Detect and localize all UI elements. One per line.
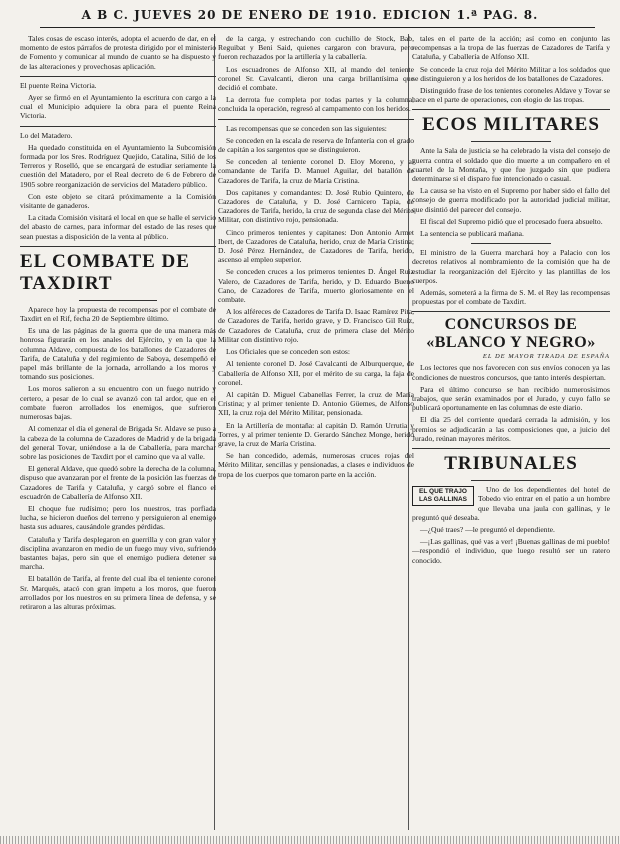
combate-paragraph: Los moros salieron a su encuentro con un fuego nutrido y certero, a pesar de lo cual se avanzó con tal ardor, que en el combate fueron arrollados los enemigos, que sufrieron numerosas bajas. [20,384,216,422]
concursos-subtitle: EL DE MAYOR TIRADA DE ESPAÑA [482,353,610,361]
combate-paragraph: Cataluña y Tarifa desplegaron en guerrilla y con gran valor y disciplina avanzaron en medio de un fuego muy vivo, sufriendo bastantes bajas, pero sin que el enemigo pudiera detener su marcha. [20,534,216,572]
column3-paragraph: Distinguido frase de los tenientes coroneles Aldave y Tovar se hace en el parte de operaciones, con elogio de las tropas. [412,86,610,105]
section-divider [471,243,550,244]
combate-paragraph: El choque fue rudísimo; pero los nuestros, tras porfiada lucha, se hicieron dueños del terreno y persiguieron al enemigo hasta sus aduares, causándole grandes pérdidas. [20,503,216,532]
matadero-heading: Lo del Matadero. [20,130,73,140]
section-divider [20,126,216,127]
recompensas-paragraph: Se conceden en la escala de reserva de Infantería con el grado de capitán a los sargentos que se distinguieron. [218,135,414,155]
victoria-paragraph: Ayer se firmó en el Ayuntamiento la escritura con cargo a la cual el Municipio adquiere la obra para el puente Reina Victoria. [20,93,216,121]
section-divider [20,76,216,77]
recompensas-paragraph: Se conceden cruces a los primeros tenientes D. Ángel Ruiz Valero, de Cazadores de Tarifa, herido, y D. Eduardo Bueno Cano, de Cazadores de Tarifa, muerto gloriosamente en el combate. [218,267,414,305]
combate-paragraph: Es una de las páginas de la guerra que de una manera más honrosa figurarán en los anales del Ejército, y en la que la columna Aldave, compuesta de los batallones de Cazadores de Tarifa, de Cataluña y del regimiento de Saboya, desempeñó el papel más brillante de la jornada, arrollando a los moros y tomando sus posiciones. [20,326,216,382]
matadero-paragraph: Con este objeto se citará próximamente a la Comisión visitante de ganaderos. [20,191,216,211]
column-3 [412,34,610,834]
column2-paragraph: La derrota fue completa por todas partes y la columna, concluida la operación, regresó al campamento con los heridos. [218,95,414,114]
column-2 [218,34,414,834]
column2-paragraph: de la carga, y estrechando con cuchillo de Stock, Bab, Reguibat y Beni Said, quienes cargaron con bravura, pero fueron rechazados por la artillería y la caballería. [218,34,414,62]
combate-title: EL COMBATE DE TAXDIRT [20,250,190,294]
title-rule [79,300,157,301]
matadero-paragraph: Ha quedado constituida en el Ayuntamiento la Subcomisión formada por los Sres. Rodríguez Quejido, Catalina, Silió de los Terreros y Roselló, que se encargará de estudiar seriamente la cuestión del Matadero, por el Real decreto de 6 de Febrero de 1905 sobre reorganización de servicios del Matadero público. [20,142,216,189]
combate-paragraph: El batallón de Tarifa, al frente del cual iba el teniente coronel Sr. Marqués, atacó con gran ímpetu a los moros, que fueron arrollados por los nuestros en su primera línea de defensa, y se retiraron a las alturas próximas. [20,574,216,611]
tribunales-paragraph: —¡Las gallinas, qué vas a ver! ¡Buenas gallinas de mi pueblo! —respondió el individuo, que luego resultó ser un ratero conocido. [412,537,610,565]
section-divider [412,311,610,312]
header-rule [40,27,595,28]
recompensas-paragraph: Los Oficiales que se conceden son estos: [226,347,350,357]
recompensas-paragraph: Cinco primeros tenientes y capitanes: Don Antonio Armet Ibert, de Cazadores de Cataluña, herido, cruz de María Cristina; D. José Pérez Hernández, de Cazadores de Tarifa, herido, ascenso al empleo superior. [218,227,414,265]
tribunales-paragraph: Uno de los dependientes del hotel de Tobedo vio entrar en el patio a un hombre que llevaba una jaula con gallinas, y le preguntó qué deseaba. [412,485,610,522]
ecos-paragraph: La causa se ha visto en el Supremo por haber sido el fallo del consejo de guerra modificado por la autoridad judicial militar, que disintió del parecer del consejo. [412,186,610,214]
title-rule [471,141,550,142]
ecos-paragraph: Ante la Sala de justicia se ha celebrado la vista del consejo de guerra contra el soldado que dio muerte a un compañero en el cuartel de la Montaña, y que fue juzgado sin que pudiera determinarse si el disparo fue intencionado o casual. [412,146,610,184]
recompensas-paragraph: En la Artillería de montaña: al capitán D. Ramón Urrutia y Torres, y al primer teniente D. Gerardo Sánchez Monge, herido grave, la cruz de María Cristina. [218,420,414,448]
section-divider [412,448,610,449]
recompensas-paragraph: Las recompensas que se conceden son las siguientes: [226,123,387,133]
recompensas-paragraph: Al teniente coronel D. José Cavalcanti de Alburquerque, de Caballería de Alfonso XII, por el mérito de su carga, la faja de coronel. [218,359,414,387]
concursos-paragraph: El día 25 del corriente quedará cerrada la admisión, y los premios se adjudicarán a las composiciones que, a juicio del Jurado, reúnan mayores méritos. [412,415,610,443]
tribunales-case-box: EL QUE TRAJO LAS GALLINAS [412,486,474,506]
combate-paragraph: El general Aldave, que quedó sobre la derecha de la columna, dispuso que avanzaran por el frente de la posición las fuerzas de Cazadores de Tarifa y Cataluña, y cargó sobre el flanco el escuadrón de Caballería de Alfonso XII. [20,464,216,501]
concursos-paragraph: Para el último concurso se han recibido numerosísimos trabajos, que serán examinados por el Jurado, y cuyo fallo se publicará oportunamente en las columnas de este diario. [412,384,610,413]
title-rule [471,480,550,481]
column3-paragraph: Se concede la cruz roja del Mérito Militar a los soldados que se distinguieron y a los heridos de los batallones de Cazadores. [412,64,610,83]
tribunales-title: TRIBUNALES [444,453,578,475]
section-divider [20,246,216,247]
victoria-heading: El puente Reina Victoria. [20,80,97,90]
concursos-title: CONCURSOS DE «BLANCO Y NEGRO» [426,316,596,352]
column-1 [20,34,216,834]
concursos-paragraph: Los lectores que nos favorecen con sus envíos conocen ya las condiciones de nuestros concursos, que tanto interés despiertan. [412,363,610,382]
section-divider [412,109,610,110]
ecos-paragraph: El fiscal del Supremo pidió que el procesado fuera absuelto. [420,216,603,226]
column2-paragraph: Los escuadrones de Alfonso XII, al mando del teniente coronel Sr. Cavalcanti, dieron una carga brillantísima que decidió el combate. [218,64,414,93]
matadero-paragraph: La citada Comisión visitará el local en que se halle el servicio del abasto de carnes, para informar del estado de las reses que sean puestas a disposición de la venta al público. [20,213,216,241]
recompensas-paragraph: Se han concedido, además, numerosas cruces rojas del Mérito Militar, sencillas y pensionadas, a clases e individuos de tropa de los cuerpos que tomaron parte en la acción. [218,451,414,479]
tribunales-paragraph: —¿Qué traes? —le preguntó el dependiente. [420,524,555,534]
ecos-paragraph: El ministro de la Guerra marchará hoy a Palacio con los decretos relativos al nombramiento de la comisión que ha de estudiar la reorganización del Ejército y las plantillas de los cuerpos. [412,248,610,285]
recompensas-paragraph: Se conceden al teniente coronel D. Eloy Moreno, y al comandante de Tarifa D. Manuel Aguilar, del batallón de Cazadores de Tarifa, la cruz de María Cristina. [218,157,414,185]
ecos-paragraph: Además, someterá a la firma de S. M. el Rey las recompensas propuestas por el combate de Taxdirt. [412,288,610,307]
intro-paragraph: Tales cosas de escaso interés, adopta el acuerdo de dar, en el momento de estos párrafos de protesta dirigido por el ministerio de Fomento y comunicar al mundo de cuanto se ha dispuesto y de las alteraciones y provechosas aplicación. [20,34,216,71]
page-header: A B C. JUEVES 20 DE ENERO DE 1910. EDICION 1.ª PAG. 8. [81,8,539,22]
section-divider [218,119,414,120]
combate-paragraph: Al comenzar el día el general de Brigada Sr. Aldave se puso a la cabeza de la columna de Cazadores de Madrid y de la brigada del general Tovar, uniéndose a la de Caballería, para marchar sobre las posiciones de Taxdirt por el camino que va al valle. [20,424,216,461]
recompensas-paragraph: Dos capitanes y comandantes: D. José Rubio Quintero, de Cazadores de Cataluña, y D. José Carnicero Tapia, de Cazadores de Tarifa, herido, la cruz de segunda clase del Mérito Militar, con distintivo rojo, pensionada. [218,187,414,225]
bottom-print-stripe [0,836,620,844]
recompensas-paragraph: Al capitán D. Miguel Cabanellas Ferrer, la cruz de María Cristina; y al primer teniente D. Antonio Güemes, de Alfonso XII, la cruz roja del Mérito Militar, pensionada. [218,389,414,418]
combate-paragraph: Aparece hoy la propuesta de recompensas por el combate de Taxdirt en el Rif, fecha 20 de Septiembre último. [20,304,216,324]
ecos-paragraph: La sentencia se publicará mañana. [420,229,524,239]
recompensas-paragraph: A los alféreces de Cazadores de Tarifa D. Isaac Ramírez Pita, de Cazadores de Tarifa, herido grave, y D. Francisco Gil Ruiz, de Cazadores de Cataluña, cruz de primera clase del Mérito Militar con distintivo rojo. [218,307,414,344]
column3-paragraph: tales en el parte de la acción; así como en conjunto las recompensas a la tropa de las fuerzas de Cazadores de Tarifa y Cataluña, y Caballería de Alfonso XII. [412,34,610,62]
ecos-militares-title: ECOS MILITARES [422,114,600,136]
